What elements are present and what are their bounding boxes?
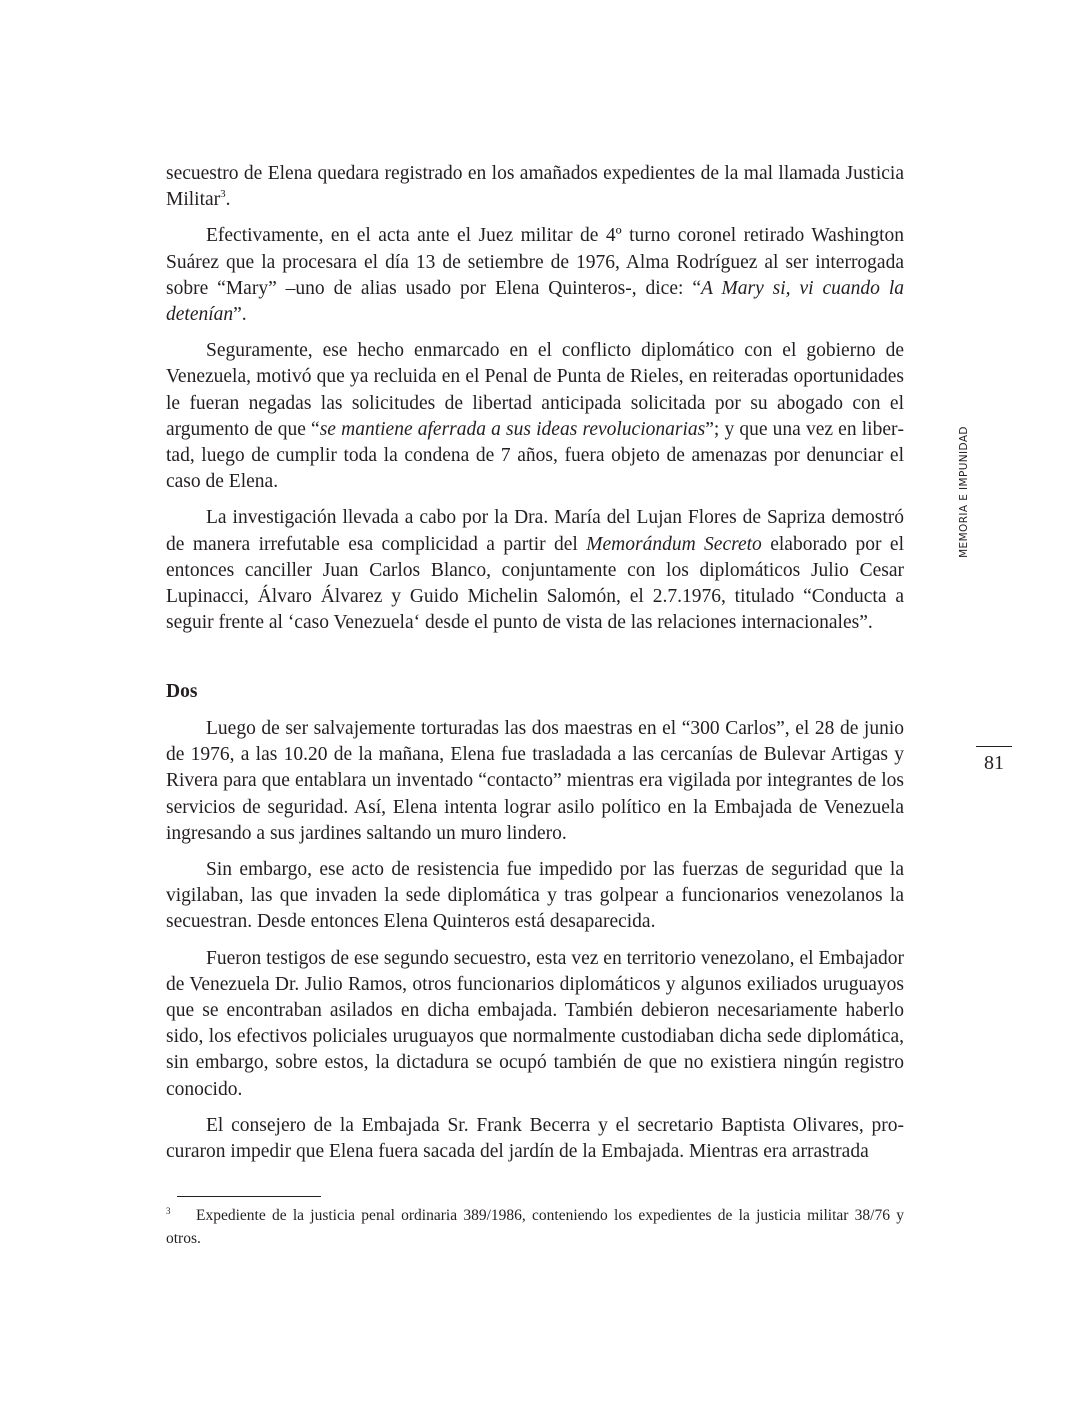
paragraph-5: Luego de ser salvajemente torturadas las dos maestras en el “300 Carlos”, el 28 de junio de 1976, a las 10.20 de la mañana, Elena fue trasladada a las cercanías de Bulevar Artigas y Rivera para que entablara un inventado “contacto” mientras era vigilada por integrantes de los servicios de seguridad. Así, Elena intenta lograr asilo político en la Embajada de Venezuela ingresando a sus jardines saltando un muro lindero. bbox=[166, 718, 904, 844]
body-text-top bbox=[166, 161, 904, 636]
paragraph-4-end: elaborado por el entonces canciller Juan Carlos Blanco, conjuntamente con los diplomáticos Julio Cesar Lupinacci, Álvaro Álvarez y Guido Michelin Salomón, el 2.7.1976, titulado “Conducta a seguir frente al ‘caso Venezuela‘ desde el punto de vista de las relaciones internacionales”. bbox=[166, 533, 904, 634]
paragraph-3 bbox=[166, 338, 904, 495]
paragraph-8: El consejero de la Embajada Sr. Frank Becerra y el secretario Baptista Olivares, procuraron impedir que Elena fuera sacada del jardín de la Embajada. Mientras era arrastrada bbox=[166, 1114, 904, 1163]
paragraph-4-text: La investigación llevada a cabo por la Dra. María del Lujan Flores de Sapriza demostró de manera irrefutable esa complicidad a partir del bbox=[166, 507, 904, 555]
footnote-text: Expediente de la justicia penal ordinaria 389/1986, conteniendo los expedientes de la justicia militar 38/76 y otros. bbox=[166, 1207, 904, 1247]
paragraph-6: Sin embargo, ese acto de resistencia fue impedido por las fuerzas de seguridad que la vigilaban, las que invaden la sede diplomática y tras golpear a funcionarios venezolanos la secuestran. Desde entonces Elena Quinteros está desaparecida. bbox=[166, 859, 904, 933]
paragraph-3-text: Seguramente, ese hecho enmarcado en el conflicto diplomático con el gobierno de Venezuela, motivó que ya recluida en el Penal de Punta de Rieles, en reiteradas oportunidades le fueran negadas las solicitudes de libertad anticipada solicitada por su abogado con el argumento de que “ bbox=[166, 340, 904, 440]
running-head-text: MEMORIA E IMPUNIDAD bbox=[958, 426, 970, 558]
paragraph-2-quote: A Mary si, vi cuando la detenían bbox=[166, 277, 905, 326]
paragraph-2-end: ”. bbox=[233, 304, 247, 326]
paragraph-1 bbox=[166, 161, 904, 213]
footnote bbox=[166, 1204, 904, 1250]
paragraph-2-text: Efectivamente, en el acta ante el Juez militar de 4º turno coronel retirado Washington Suárez que la procesara el día 13 de setiembre de 1976, Alma Rodríguez al ser interrogada sobre “Mary” –uno de alias usado por Elena Quinteros-, dice: “ bbox=[166, 225, 904, 299]
paragraph-2 bbox=[166, 223, 904, 328]
footnote-separator bbox=[177, 1196, 321, 1197]
footnote-mark: 3 bbox=[166, 1206, 171, 1216]
footnote-reference[interactable]: 3 bbox=[220, 187, 226, 200]
page-number-rule bbox=[976, 746, 1012, 747]
paragraph-3-end: ”; y que una vez en libertad, luego de cumplir toda la condena de 7 años, fuera objeto de amenazas por denunciar el caso de Elena. bbox=[166, 418, 904, 493]
running-head bbox=[955, 419, 973, 565]
page-number: 81 bbox=[984, 752, 1004, 774]
paragraph-1-end: . bbox=[225, 189, 231, 211]
section-heading: Dos bbox=[166, 681, 198, 702]
paragraph-1-text: secuestro de Elena quedara registrado en los amañados expedientes de la mal llamada Justicia Militar bbox=[166, 163, 904, 211]
paragraph-4 bbox=[166, 505, 904, 636]
paragraph-4-document-title: Memorándum Secreto bbox=[586, 533, 762, 555]
paragraph-7: Fueron testigos de ese segundo secuestro, esta vez en territorio venezolano, el Embajador de Venezuela Dr. Julio Ramos, otros funcionarios diplomáticos y algunos exiliados uruguayos que se encontraban asilados en dicha embajada. También debieron necesariamente haberlo sido, los efectivos policiales uruguayos que normalmente custodiaban dicha sede diplomática, sin embargo, sobre estos, la dictadura se ocupó también de que no existiera ningún registro conocido. bbox=[166, 947, 904, 1100]
body-text-bottom bbox=[166, 716, 904, 1165]
paragraph-3-quote: se mantiene aferrada a sus ideas revolucionarias bbox=[319, 418, 706, 440]
